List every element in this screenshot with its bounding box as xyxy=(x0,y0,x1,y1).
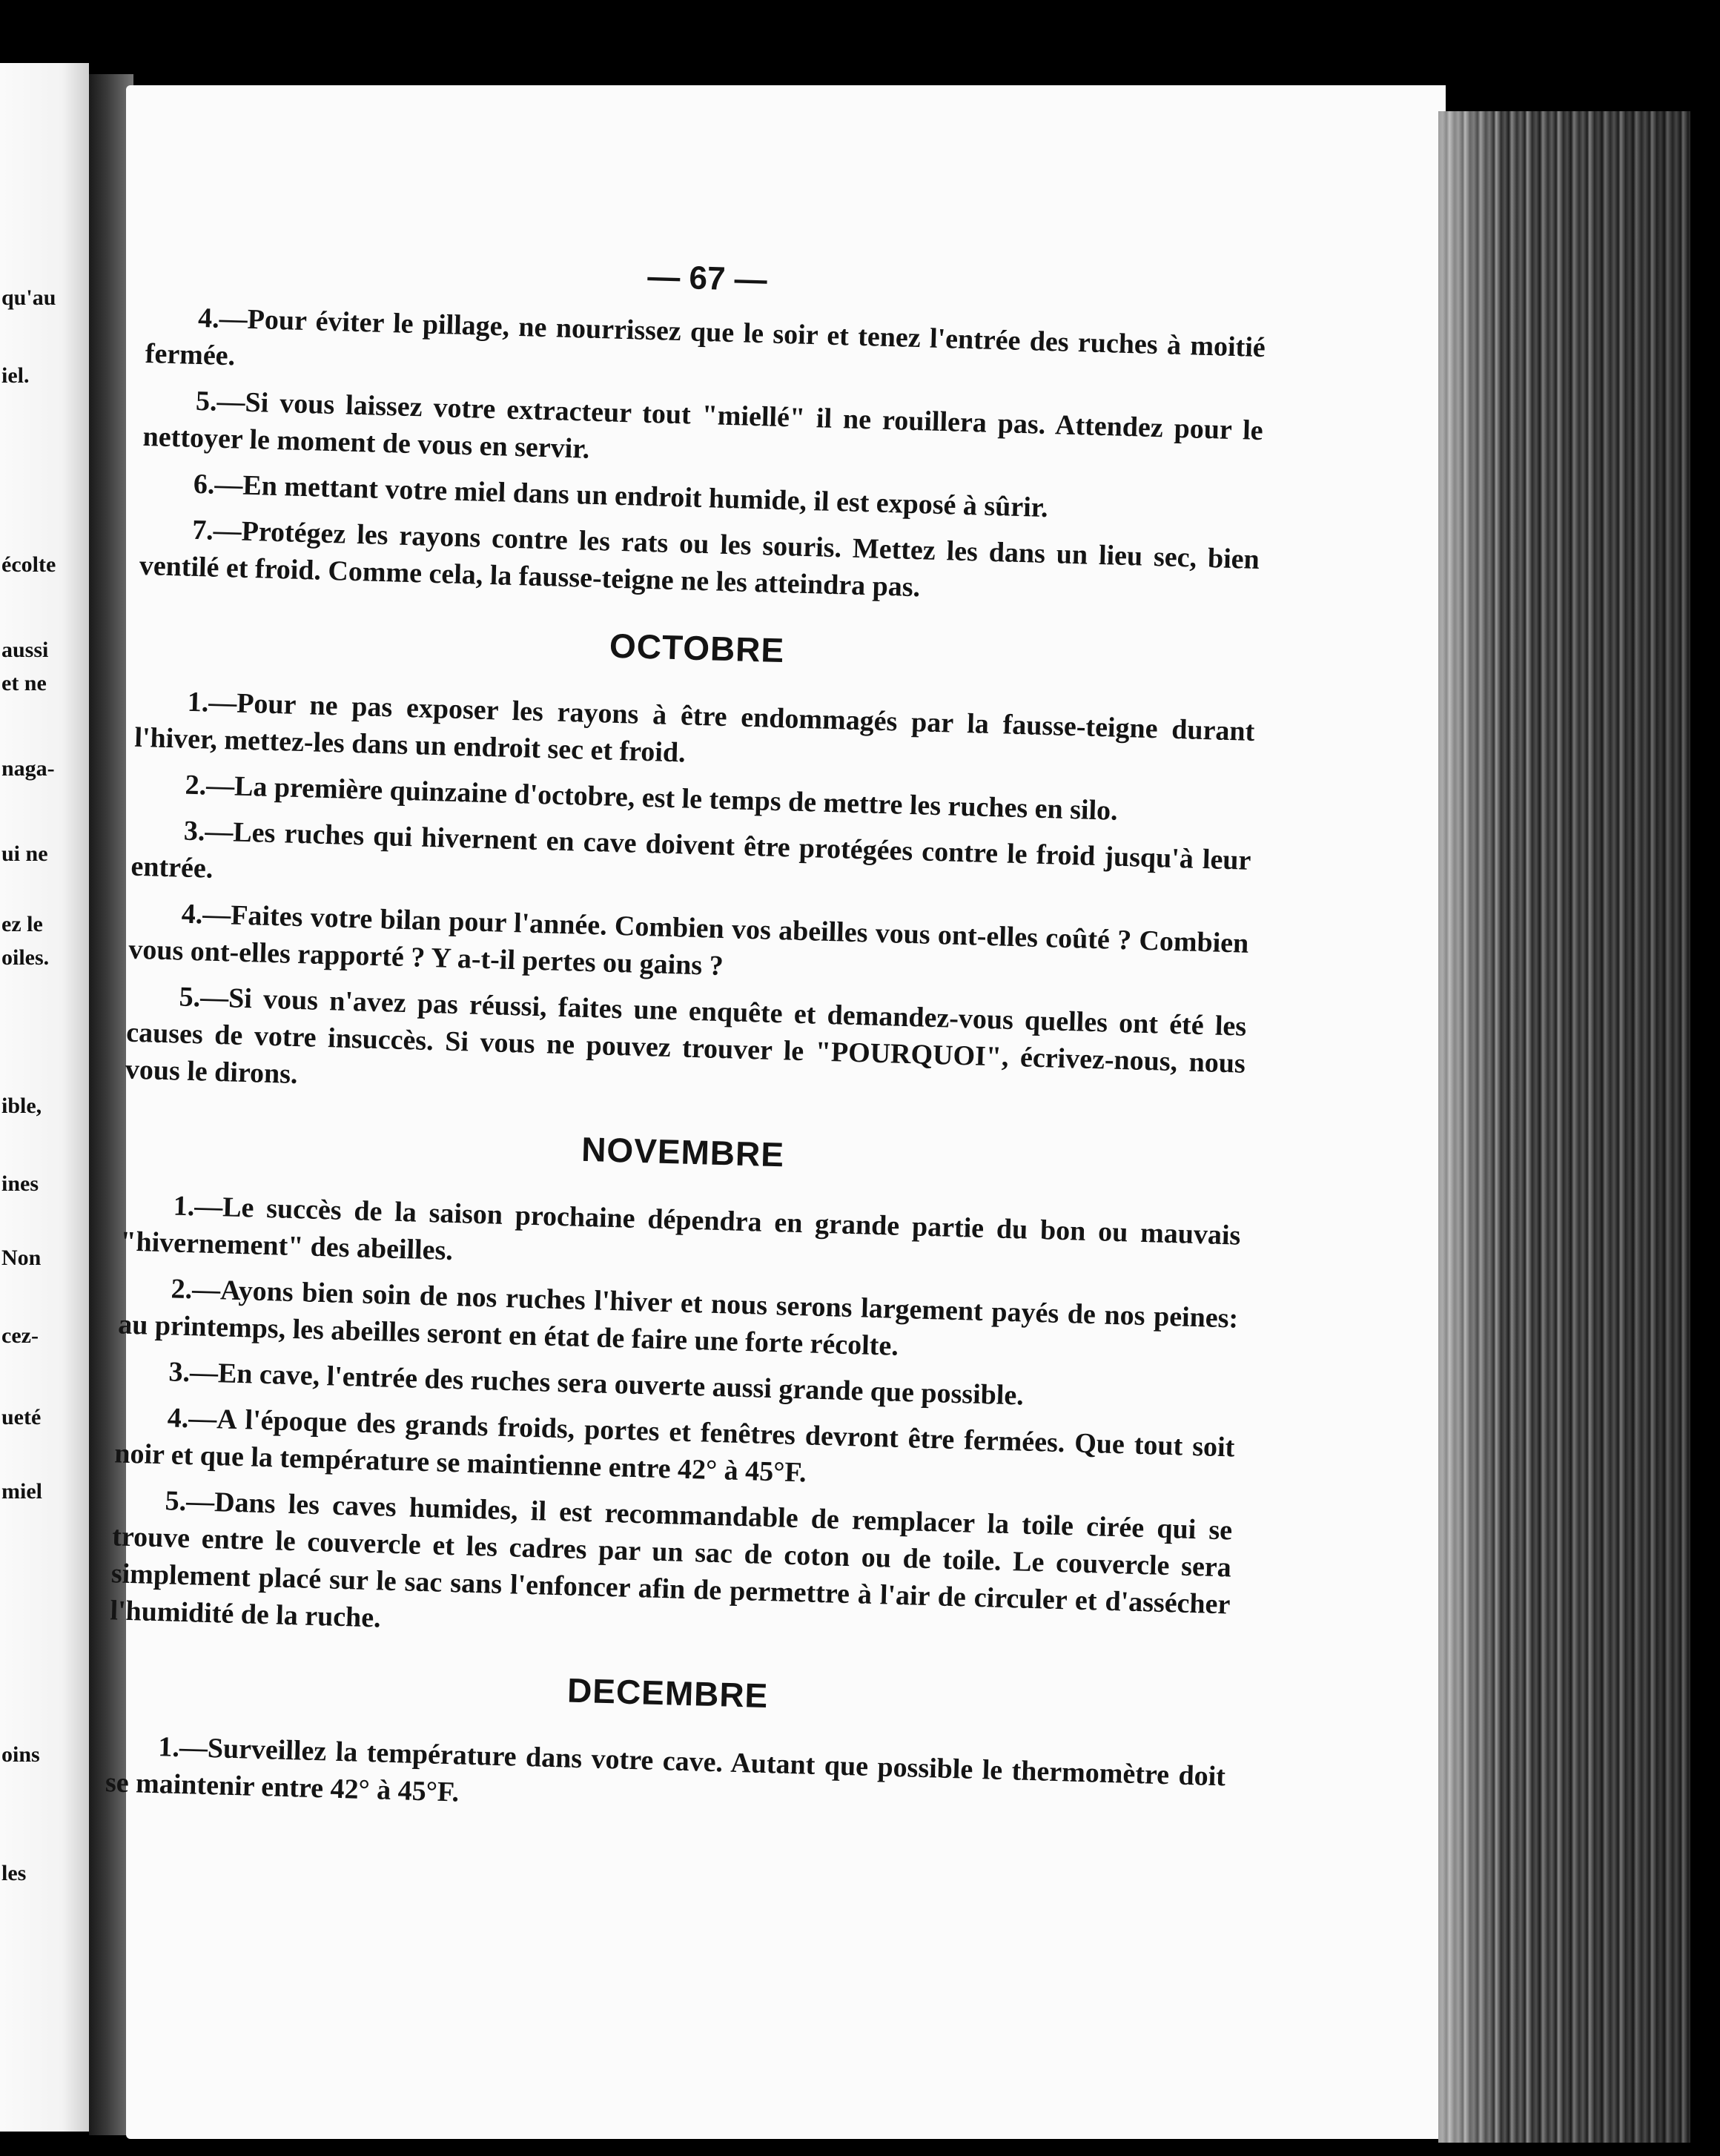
section-heading-decembre: DECEMBRE xyxy=(566,1670,770,1716)
facing-page-fragment: Non xyxy=(1,1246,42,1270)
page-edges xyxy=(1438,111,1690,2143)
facing-page-fragment: aussi xyxy=(1,638,49,662)
page-number: — 67 — xyxy=(646,258,768,299)
list-item: 2.—Ayons bien soin de nos ruches l'hiver et nous serons largement payés de nos peines: au printemps, les abeilles seront en état de faire une forte récolte. xyxy=(117,1273,1239,1362)
facing-page-fragment: ines xyxy=(1,1171,39,1196)
facing-page-fragment: ui ne xyxy=(1,841,48,866)
facing-page-fragment: qu'au xyxy=(1,285,56,310)
list-item: 5.—Dans les caves humides, il est recommandable de remplacer la toile cirée qui se trouve entre le couvercle et les cadres par un sac de coton ou de toile. Le couvercle sera simplement placé sur le sac sans l'enfoncer afin de permettre à l'air de circuler et d'assécher l'humidité de la ruche. xyxy=(109,1485,1233,1634)
facing-page-fragment: et ne xyxy=(1,671,47,695)
facing-page-fragment: miel xyxy=(1,1479,42,1504)
facing-page-fragment: les xyxy=(1,1861,27,1885)
section-heading-octobre: OCTOBRE xyxy=(609,626,785,670)
list-item: 1.—Pour ne pas exposer les rayons à être endommagés par la fausse-teigne durant l'hiver, mettez-les dans un endroit sec et froid. xyxy=(133,686,1255,769)
list-item: 5.—Si vous n'avez pas réussi, faites une enquête et demandez-vous quelles ont été les causes de votre insuccès. Si vous ne pouvez trouver le "POURQUOI", écrivez-nous, nous vous le dirons. xyxy=(125,981,1247,1091)
facing-page-fragment: naga- xyxy=(1,756,55,781)
list-item: 2.—La première quinzaine d'octobre, est le temps de mettre les ruches en silo. xyxy=(185,769,1119,827)
facing-page-fragment: ible, xyxy=(1,1094,42,1118)
list-item: 6.—En mettant votre miel dans un endroit humide, il est exposé à sûrir. xyxy=(193,468,1049,524)
list-item: 3.—En cave, l'entrée des ruches sera ouverte aussi grande que possible. xyxy=(168,1356,1025,1412)
list-item: 7.—Protégez les rayons contre les rats ou les souris. Mettez les dans un lieu sec, bien ventilé et froid. Comme cela, la fausse-teigne ne les atteindra pas. xyxy=(139,514,1260,604)
facing-page-fragment: ueté xyxy=(1,1405,42,1429)
facing-page-fragment: oins xyxy=(1,1742,40,1767)
facing-page-fragment: cez- xyxy=(1,1323,39,1348)
list-item: 4.—A l'époque des grands froids, portes et fenêtres devront être fermées. Que tout soit noir et que la température se maintienne entre 42° à 45°F. xyxy=(113,1402,1235,1489)
facing-page-fragment: iel. xyxy=(1,363,30,388)
list-item: 1.—Le succès de la saison prochaine dépendra en grande partie du bon ou mauvais "hivernement" des abeilles. xyxy=(119,1190,1241,1266)
facing-page-fragment: écolte xyxy=(1,552,56,577)
page-text xyxy=(105,245,1267,1832)
facing-page-fragment: oiles. xyxy=(1,945,50,970)
list-item: 3.—Les ruches qui hivernent en cave doivent être protégées contre le froid jusqu'à leur entrée. xyxy=(130,815,1251,884)
list-item: 1.—Surveillez la température dans votre cave. Autant que possible le thermomètre doit se maintenir entre 42° à 45°F. xyxy=(105,1731,1226,1808)
facing-page-edge xyxy=(0,63,89,2132)
list-item: 5.—Si vous laissez votre extracteur tout "miellé" il ne rouillera pas. Attendez pour le nettoyer le moment de vous en servir. xyxy=(142,385,1264,465)
list-item: 4.—Faites votre bilan pour l'année. Combien vos abeilles vous ont-elles coûté ? Combien vous ont-elles rapporté ? Y a-t-il pertes ou gains ? xyxy=(128,898,1249,982)
section-heading-novembre: NOVEMBRE xyxy=(580,1129,785,1174)
facing-page-fragment: ez le xyxy=(1,912,43,936)
list-item: 4.—Pour éviter le pillage, ne nourrissez que le soir et tenez l'entrée des ruches à moitié fermée. xyxy=(145,302,1266,372)
